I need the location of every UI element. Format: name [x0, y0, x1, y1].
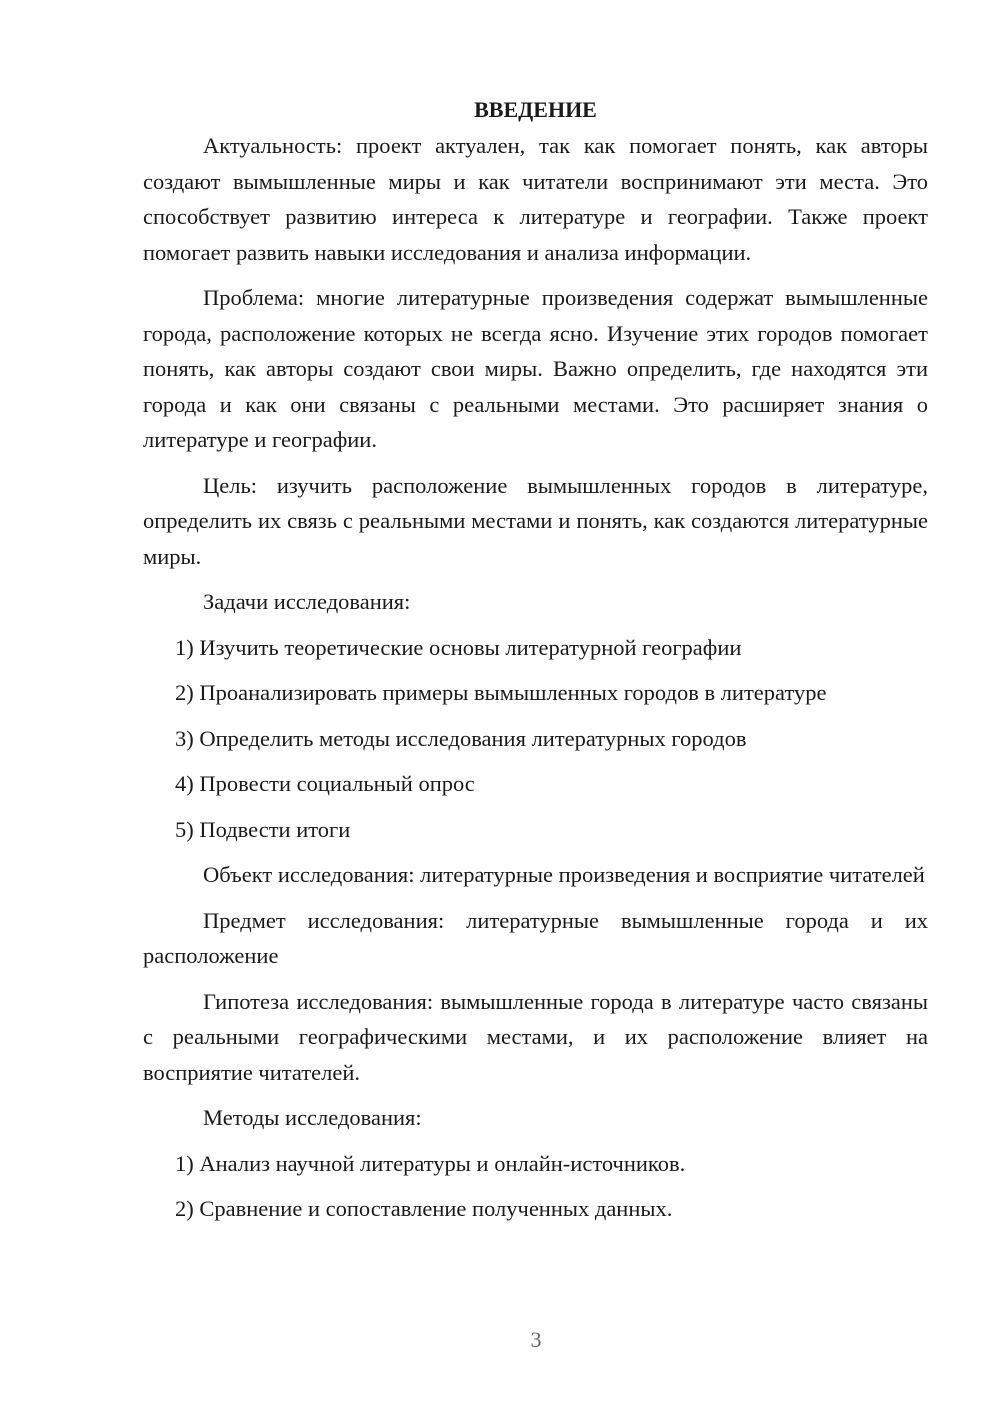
section-title: ВВЕДЕНИЕ	[474, 97, 597, 122]
task-item: 4) Провести социальный опрос	[175, 771, 475, 796]
methods-heading: Методы исследования:	[203, 1105, 422, 1130]
task-item: 1) Изучить теоретические основы литературной географии	[175, 634, 742, 660]
relevance-paragraph: Актуальность: проект актуален, так как помогает понять, как авторы создают вымышленные миры и как читатели воспринимают эти места. Это способствует развитию интереса к литературе и географии. Также проект помогает развить навыки исследования и анализа информации.	[143, 133, 928, 265]
object-paragraph: Объект исследования: литературные произведения и восприятие читателей	[203, 862, 925, 887]
method-item: 1) Анализ научной литературы и онлайн-источников.	[175, 1150, 686, 1176]
method-item: 2) Сравнение и сопоставление полученных данных.	[175, 1196, 673, 1221]
task-item: 3) Определить методы исследования литературных городов	[175, 725, 747, 751]
document-page	[143, 92, 928, 1237]
tasks-heading: Задачи исследования:	[203, 589, 411, 614]
subject-paragraph: Предмет исследования: литературные вымышленные города и их расположение	[143, 907, 928, 968]
problem-paragraph: Проблема: многие литературные произведения содержат вымышленные города, расположение которых не всегда ясно. Изучение этих городов помогает понять, как авторы создают свои миры. Важно определить, где находятся эти города и как они связаны с реальными местами. Это расширяет знания о литературе и географии.	[143, 285, 928, 452]
task-item: 2) Проанализировать примеры вымышленных городов в литературе	[175, 680, 827, 705]
task-item: 5) Подвести итоги	[175, 816, 351, 842]
hypothesis-paragraph: Гипотеза исследования: вымышленные города в литературе часто связаны с реальными географическими местами, и их расположение влияет на восприятие читателей.	[143, 988, 928, 1085]
goal-paragraph: Цель: изучить расположение вымышленных городов в литературе, определить их связь с реальными местами и понять, как создаются литературные миры.	[143, 472, 928, 569]
page-number: 3	[530, 1327, 542, 1352]
